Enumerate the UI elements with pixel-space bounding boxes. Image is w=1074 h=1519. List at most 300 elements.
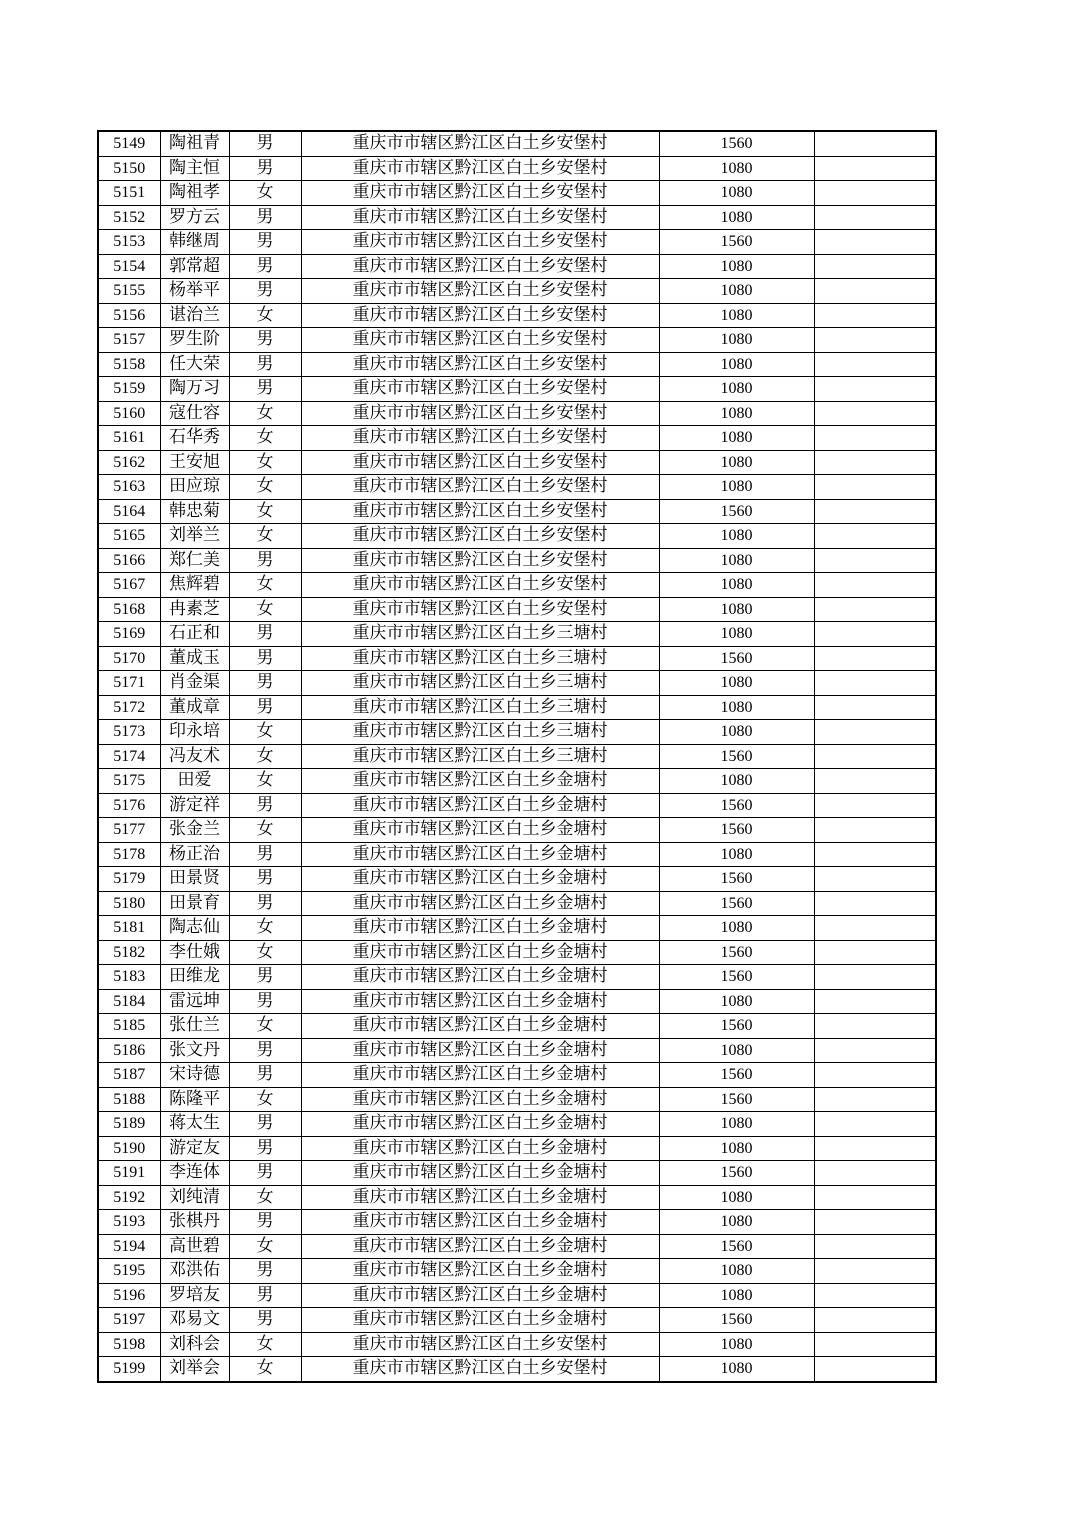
address-cell: 重庆市市辖区黔江区白土乡金塘村 — [301, 842, 659, 867]
name-cell: 张棋丹 — [160, 1210, 229, 1235]
table-row — [98, 254, 936, 279]
gender-cell: 女 — [229, 524, 301, 549]
address-cell: 重庆市市辖区黔江区白土乡金塘村 — [301, 1063, 659, 1088]
gender-cell: 男 — [229, 842, 301, 867]
name-cell: 董成玉 — [160, 646, 229, 671]
address-cell: 重庆市市辖区黔江区白土乡安堡村 — [301, 377, 659, 402]
amount-cell: 1080 — [659, 1357, 814, 1382]
amount-cell: 1080 — [659, 720, 814, 745]
note-cell — [814, 1087, 936, 1112]
amount-cell: 1560 — [659, 1063, 814, 1088]
address-cell: 重庆市市辖区黔江区白土乡安堡村 — [301, 156, 659, 181]
gender-cell: 男 — [229, 205, 301, 230]
row-id-cell: 5172 — [98, 695, 160, 720]
note-cell — [814, 1210, 936, 1235]
address-cell: 重庆市市辖区黔江区白土乡安堡村 — [301, 254, 659, 279]
note-cell — [814, 1063, 936, 1088]
note-cell — [814, 524, 936, 549]
address-cell: 重庆市市辖区黔江区白土乡金塘村 — [301, 916, 659, 941]
address-cell: 重庆市市辖区黔江区白土乡安堡村 — [301, 597, 659, 622]
name-cell: 郑仁美 — [160, 548, 229, 573]
table-row — [98, 181, 936, 206]
name-cell: 陈隆平 — [160, 1087, 229, 1112]
row-id-cell: 5180 — [98, 891, 160, 916]
name-cell: 高世碧 — [160, 1234, 229, 1259]
row-id-cell: 5177 — [98, 818, 160, 843]
gender-cell: 男 — [229, 1308, 301, 1333]
table-row — [98, 744, 936, 769]
note-cell — [814, 940, 936, 965]
amount-cell: 1080 — [659, 842, 814, 867]
gender-cell: 男 — [229, 279, 301, 304]
table-row — [98, 230, 936, 255]
row-id-cell: 5173 — [98, 720, 160, 745]
amount-cell: 1080 — [659, 254, 814, 279]
gender-cell: 女 — [229, 1014, 301, 1039]
address-cell: 重庆市市辖区黔江区白土乡金塘村 — [301, 1014, 659, 1039]
address-cell: 重庆市市辖区黔江区白土乡安堡村 — [301, 1332, 659, 1357]
note-cell — [814, 303, 936, 328]
name-cell: 陶志仙 — [160, 916, 229, 941]
row-id-cell: 5188 — [98, 1087, 160, 1112]
table-row — [98, 1063, 936, 1088]
address-cell: 重庆市市辖区黔江区白土乡安堡村 — [301, 548, 659, 573]
note-cell — [814, 1014, 936, 1039]
table-row — [98, 279, 936, 304]
gender-cell: 男 — [229, 548, 301, 573]
amount-cell: 1080 — [659, 916, 814, 941]
row-id-cell: 5196 — [98, 1283, 160, 1308]
note-cell — [814, 131, 936, 156]
note-cell — [814, 499, 936, 524]
name-cell: 冉素芝 — [160, 597, 229, 622]
gender-cell: 女 — [229, 181, 301, 206]
address-cell: 重庆市市辖区黔江区白土乡安堡村 — [301, 524, 659, 549]
name-cell: 蒋太生 — [160, 1112, 229, 1137]
row-id-cell: 5192 — [98, 1185, 160, 1210]
amount-cell: 1080 — [659, 328, 814, 353]
table-row — [98, 1185, 936, 1210]
amount-cell: 1560 — [659, 1161, 814, 1186]
gender-cell: 男 — [229, 1063, 301, 1088]
note-cell — [814, 965, 936, 990]
address-cell: 重庆市市辖区黔江区白土乡三塘村 — [301, 646, 659, 671]
name-cell: 寇仕容 — [160, 401, 229, 426]
amount-cell: 1080 — [659, 1259, 814, 1284]
row-id-cell: 5161 — [98, 426, 160, 451]
note-cell — [814, 377, 936, 402]
gender-cell: 女 — [229, 597, 301, 622]
amount-cell: 1560 — [659, 646, 814, 671]
note-cell — [814, 867, 936, 892]
name-cell: 游定友 — [160, 1136, 229, 1161]
row-id-cell: 5184 — [98, 989, 160, 1014]
note-cell — [814, 573, 936, 598]
gender-cell: 女 — [229, 720, 301, 745]
table-row — [98, 426, 936, 451]
table-row — [98, 548, 936, 573]
note-cell — [814, 1112, 936, 1137]
gender-cell: 男 — [229, 671, 301, 696]
gender-cell: 女 — [229, 450, 301, 475]
name-cell: 任大荣 — [160, 352, 229, 377]
row-id-cell: 5159 — [98, 377, 160, 402]
name-cell: 杨举平 — [160, 279, 229, 304]
address-cell: 重庆市市辖区黔江区白土乡安堡村 — [301, 573, 659, 598]
address-cell: 重庆市市辖区黔江区白土乡金塘村 — [301, 1185, 659, 1210]
address-cell: 重庆市市辖区黔江区白土乡安堡村 — [301, 279, 659, 304]
name-cell: 陶祖青 — [160, 131, 229, 156]
name-cell: 陶主恒 — [160, 156, 229, 181]
name-cell: 董成章 — [160, 695, 229, 720]
gender-cell: 女 — [229, 1234, 301, 1259]
gender-cell: 男 — [229, 230, 301, 255]
amount-cell: 1080 — [659, 695, 814, 720]
address-cell: 重庆市市辖区黔江区白土乡安堡村 — [301, 328, 659, 353]
address-cell: 重庆市市辖区黔江区白土乡安堡村 — [301, 475, 659, 500]
gender-cell: 女 — [229, 573, 301, 598]
address-cell: 重庆市市辖区黔江区白土乡安堡村 — [301, 426, 659, 451]
address-cell: 重庆市市辖区黔江区白土乡金塘村 — [301, 1038, 659, 1063]
row-id-cell: 5171 — [98, 671, 160, 696]
note-cell — [814, 254, 936, 279]
table-row — [98, 1112, 936, 1137]
address-cell: 重庆市市辖区黔江区白土乡金塘村 — [301, 1210, 659, 1235]
note-cell — [814, 744, 936, 769]
note-cell — [814, 1283, 936, 1308]
amount-cell: 1080 — [659, 989, 814, 1014]
gender-cell: 男 — [229, 254, 301, 279]
row-id-cell: 5181 — [98, 916, 160, 941]
row-id-cell: 5182 — [98, 940, 160, 965]
address-cell: 重庆市市辖区黔江区白土乡安堡村 — [301, 181, 659, 206]
row-id-cell: 5187 — [98, 1063, 160, 1088]
amount-cell: 1080 — [659, 622, 814, 647]
address-cell: 重庆市市辖区黔江区白土乡金塘村 — [301, 769, 659, 794]
gender-cell: 男 — [229, 377, 301, 402]
row-id-cell: 5176 — [98, 793, 160, 818]
note-cell — [814, 1332, 936, 1357]
note-cell — [814, 646, 936, 671]
name-cell: 郭常超 — [160, 254, 229, 279]
row-id-cell: 5162 — [98, 450, 160, 475]
name-cell: 肖金渠 — [160, 671, 229, 696]
gender-cell: 女 — [229, 499, 301, 524]
note-cell — [814, 1038, 936, 1063]
gender-cell: 男 — [229, 1112, 301, 1137]
gender-cell: 女 — [229, 769, 301, 794]
note-cell — [814, 205, 936, 230]
note-cell — [814, 181, 936, 206]
row-id-cell: 5163 — [98, 475, 160, 500]
note-cell — [814, 622, 936, 647]
row-id-cell: 5189 — [98, 1112, 160, 1137]
row-id-cell: 5156 — [98, 303, 160, 328]
note-cell — [814, 279, 936, 304]
name-cell: 田爱 — [160, 769, 229, 794]
address-cell: 重庆市市辖区黔江区白土乡金塘村 — [301, 1161, 659, 1186]
gender-cell: 男 — [229, 622, 301, 647]
gender-cell: 男 — [229, 1161, 301, 1186]
row-id-cell: 5185 — [98, 1014, 160, 1039]
table-row — [98, 131, 936, 156]
amount-cell: 1080 — [659, 769, 814, 794]
table-row — [98, 940, 936, 965]
address-cell: 重庆市市辖区黔江区白土乡金塘村 — [301, 1087, 659, 1112]
address-cell: 重庆市市辖区黔江区白土乡金塘村 — [301, 1283, 659, 1308]
row-id-cell: 5166 — [98, 548, 160, 573]
table-row — [98, 401, 936, 426]
note-cell — [814, 1185, 936, 1210]
table-row — [98, 303, 936, 328]
amount-cell: 1080 — [659, 475, 814, 500]
table-row — [98, 1283, 936, 1308]
amount-cell: 1560 — [659, 1014, 814, 1039]
amount-cell: 1560 — [659, 965, 814, 990]
table-row — [98, 720, 936, 745]
amount-cell: 1080 — [659, 1112, 814, 1137]
name-cell: 张金兰 — [160, 818, 229, 843]
address-cell: 重庆市市辖区黔江区白土乡安堡村 — [301, 131, 659, 156]
table-row — [98, 867, 936, 892]
amount-cell: 1560 — [659, 867, 814, 892]
table-row — [98, 818, 936, 843]
table-row — [98, 1161, 936, 1186]
address-cell: 重庆市市辖区黔江区白土乡三塘村 — [301, 622, 659, 647]
amount-cell: 1560 — [659, 230, 814, 255]
note-cell — [814, 1308, 936, 1333]
note-cell — [814, 156, 936, 181]
table-row — [98, 1234, 936, 1259]
table-row — [98, 499, 936, 524]
address-cell: 重庆市市辖区黔江区白土乡安堡村 — [301, 1357, 659, 1382]
table-row — [98, 205, 936, 230]
address-cell: 重庆市市辖区黔江区白土乡三塘村 — [301, 671, 659, 696]
address-cell: 重庆市市辖区黔江区白土乡安堡村 — [301, 303, 659, 328]
table-row — [98, 597, 936, 622]
amount-cell: 1560 — [659, 940, 814, 965]
note-cell — [814, 1234, 936, 1259]
address-cell: 重庆市市辖区黔江区白土乡安堡村 — [301, 205, 659, 230]
row-id-cell: 5160 — [98, 401, 160, 426]
amount-cell: 1080 — [659, 671, 814, 696]
table-row — [98, 989, 936, 1014]
table-row — [98, 1014, 936, 1039]
row-id-cell: 5178 — [98, 842, 160, 867]
table-row — [98, 965, 936, 990]
address-cell: 重庆市市辖区黔江区白土乡金塘村 — [301, 1308, 659, 1333]
address-cell: 重庆市市辖区黔江区白土乡金塘村 — [301, 989, 659, 1014]
name-cell: 焦辉碧 — [160, 573, 229, 598]
gender-cell: 女 — [229, 475, 301, 500]
note-cell — [814, 1357, 936, 1382]
name-cell: 韩继周 — [160, 230, 229, 255]
row-id-cell: 5164 — [98, 499, 160, 524]
address-cell: 重庆市市辖区黔江区白土乡金塘村 — [301, 1234, 659, 1259]
note-cell — [814, 401, 936, 426]
name-cell: 陶祖孝 — [160, 181, 229, 206]
row-id-cell: 5199 — [98, 1357, 160, 1382]
amount-cell: 1080 — [659, 205, 814, 230]
row-id-cell: 5195 — [98, 1259, 160, 1284]
address-cell: 重庆市市辖区黔江区白土乡金塘村 — [301, 891, 659, 916]
table-row — [98, 352, 936, 377]
table-row — [98, 328, 936, 353]
name-cell: 李仕娥 — [160, 940, 229, 965]
table-row — [98, 156, 936, 181]
table-row — [98, 695, 936, 720]
address-cell: 重庆市市辖区黔江区白土乡金塘村 — [301, 940, 659, 965]
amount-cell: 1080 — [659, 1332, 814, 1357]
note-cell — [814, 818, 936, 843]
address-cell: 重庆市市辖区黔江区白土乡安堡村 — [301, 230, 659, 255]
amount-cell: 1560 — [659, 1087, 814, 1112]
gender-cell: 女 — [229, 1357, 301, 1382]
table-row — [98, 1087, 936, 1112]
address-cell: 重庆市市辖区黔江区白土乡三塘村 — [301, 744, 659, 769]
note-cell — [814, 450, 936, 475]
name-cell: 杨正治 — [160, 842, 229, 867]
note-cell — [814, 597, 936, 622]
note-cell — [814, 1259, 936, 1284]
note-cell — [814, 769, 936, 794]
table-row — [98, 1308, 936, 1333]
amount-cell: 1560 — [659, 818, 814, 843]
note-cell — [814, 548, 936, 573]
name-cell: 罗培友 — [160, 1283, 229, 1308]
row-id-cell: 5170 — [98, 646, 160, 671]
gender-cell: 男 — [229, 646, 301, 671]
row-id-cell: 5186 — [98, 1038, 160, 1063]
address-cell: 重庆市市辖区黔江区白土乡三塘村 — [301, 720, 659, 745]
address-cell: 重庆市市辖区黔江区白土乡金塘村 — [301, 1259, 659, 1284]
amount-cell: 1080 — [659, 524, 814, 549]
table-row — [98, 769, 936, 794]
note-cell — [814, 916, 936, 941]
name-cell: 刘举兰 — [160, 524, 229, 549]
table-row — [98, 377, 936, 402]
address-cell: 重庆市市辖区黔江区白土乡安堡村 — [301, 401, 659, 426]
name-cell: 宋诗德 — [160, 1063, 229, 1088]
table-row — [98, 524, 936, 549]
gender-cell: 男 — [229, 156, 301, 181]
amount-cell: 1080 — [659, 1038, 814, 1063]
amount-cell: 1560 — [659, 131, 814, 156]
amount-cell: 1560 — [659, 793, 814, 818]
table-row — [98, 1038, 936, 1063]
note-cell — [814, 695, 936, 720]
name-cell: 冯友术 — [160, 744, 229, 769]
name-cell: 刘举会 — [160, 1357, 229, 1382]
name-cell: 陶万习 — [160, 377, 229, 402]
row-id-cell: 5194 — [98, 1234, 160, 1259]
address-cell: 重庆市市辖区黔江区白土乡三塘村 — [301, 695, 659, 720]
amount-cell: 1080 — [659, 303, 814, 328]
name-cell: 田景育 — [160, 891, 229, 916]
table-row — [98, 573, 936, 598]
table-row — [98, 1357, 936, 1382]
row-id-cell: 5191 — [98, 1161, 160, 1186]
amount-cell: 1080 — [659, 1210, 814, 1235]
row-id-cell: 5167 — [98, 573, 160, 598]
amount-cell: 1560 — [659, 1234, 814, 1259]
table-row — [98, 450, 936, 475]
name-cell: 田景贤 — [160, 867, 229, 892]
table-body — [98, 131, 936, 1382]
note-cell — [814, 1136, 936, 1161]
amount-cell: 1080 — [659, 377, 814, 402]
gender-cell: 男 — [229, 793, 301, 818]
name-cell: 刘科会 — [160, 1332, 229, 1357]
table-row — [98, 622, 936, 647]
gender-cell: 女 — [229, 1185, 301, 1210]
gender-cell: 女 — [229, 916, 301, 941]
gender-cell: 男 — [229, 352, 301, 377]
name-cell: 印永培 — [160, 720, 229, 745]
amount-cell: 1560 — [659, 891, 814, 916]
note-cell — [814, 720, 936, 745]
table-row — [98, 842, 936, 867]
name-cell: 石华秀 — [160, 426, 229, 451]
table-row — [98, 916, 936, 941]
table-row — [98, 891, 936, 916]
gender-cell: 男 — [229, 695, 301, 720]
row-id-cell: 5193 — [98, 1210, 160, 1235]
address-cell: 重庆市市辖区黔江区白土乡金塘村 — [301, 1136, 659, 1161]
gender-cell: 男 — [229, 1038, 301, 1063]
address-cell: 重庆市市辖区黔江区白土乡安堡村 — [301, 499, 659, 524]
row-id-cell: 5165 — [98, 524, 160, 549]
name-cell: 王安旭 — [160, 450, 229, 475]
gender-cell: 男 — [229, 867, 301, 892]
gender-cell: 男 — [229, 131, 301, 156]
amount-cell: 1080 — [659, 426, 814, 451]
amount-cell: 1080 — [659, 450, 814, 475]
name-cell: 田维龙 — [160, 965, 229, 990]
amount-cell: 1080 — [659, 279, 814, 304]
name-cell: 雷远坤 — [160, 989, 229, 1014]
row-id-cell: 5151 — [98, 181, 160, 206]
address-cell: 重庆市市辖区黔江区白土乡金塘村 — [301, 867, 659, 892]
name-cell: 谌治兰 — [160, 303, 229, 328]
address-cell: 重庆市市辖区黔江区白土乡安堡村 — [301, 450, 659, 475]
amount-cell: 1080 — [659, 548, 814, 573]
name-cell: 刘纯清 — [160, 1185, 229, 1210]
row-id-cell: 5169 — [98, 622, 160, 647]
name-cell: 李连体 — [160, 1161, 229, 1186]
gender-cell: 女 — [229, 940, 301, 965]
note-cell — [814, 671, 936, 696]
address-cell: 重庆市市辖区黔江区白土乡安堡村 — [301, 352, 659, 377]
row-id-cell: 5158 — [98, 352, 160, 377]
row-id-cell: 5155 — [98, 279, 160, 304]
gender-cell: 男 — [229, 1283, 301, 1308]
name-cell: 游定祥 — [160, 793, 229, 818]
gender-cell: 女 — [229, 426, 301, 451]
amount-cell: 1080 — [659, 156, 814, 181]
gender-cell: 男 — [229, 965, 301, 990]
amount-cell: 1080 — [659, 181, 814, 206]
note-cell — [814, 230, 936, 255]
note-cell — [814, 891, 936, 916]
name-cell: 张文丹 — [160, 1038, 229, 1063]
note-cell — [814, 793, 936, 818]
gender-cell: 女 — [229, 818, 301, 843]
row-id-cell: 5183 — [98, 965, 160, 990]
table-row — [98, 646, 936, 671]
address-cell: 重庆市市辖区黔江区白土乡金塘村 — [301, 965, 659, 990]
table-row — [98, 1259, 936, 1284]
